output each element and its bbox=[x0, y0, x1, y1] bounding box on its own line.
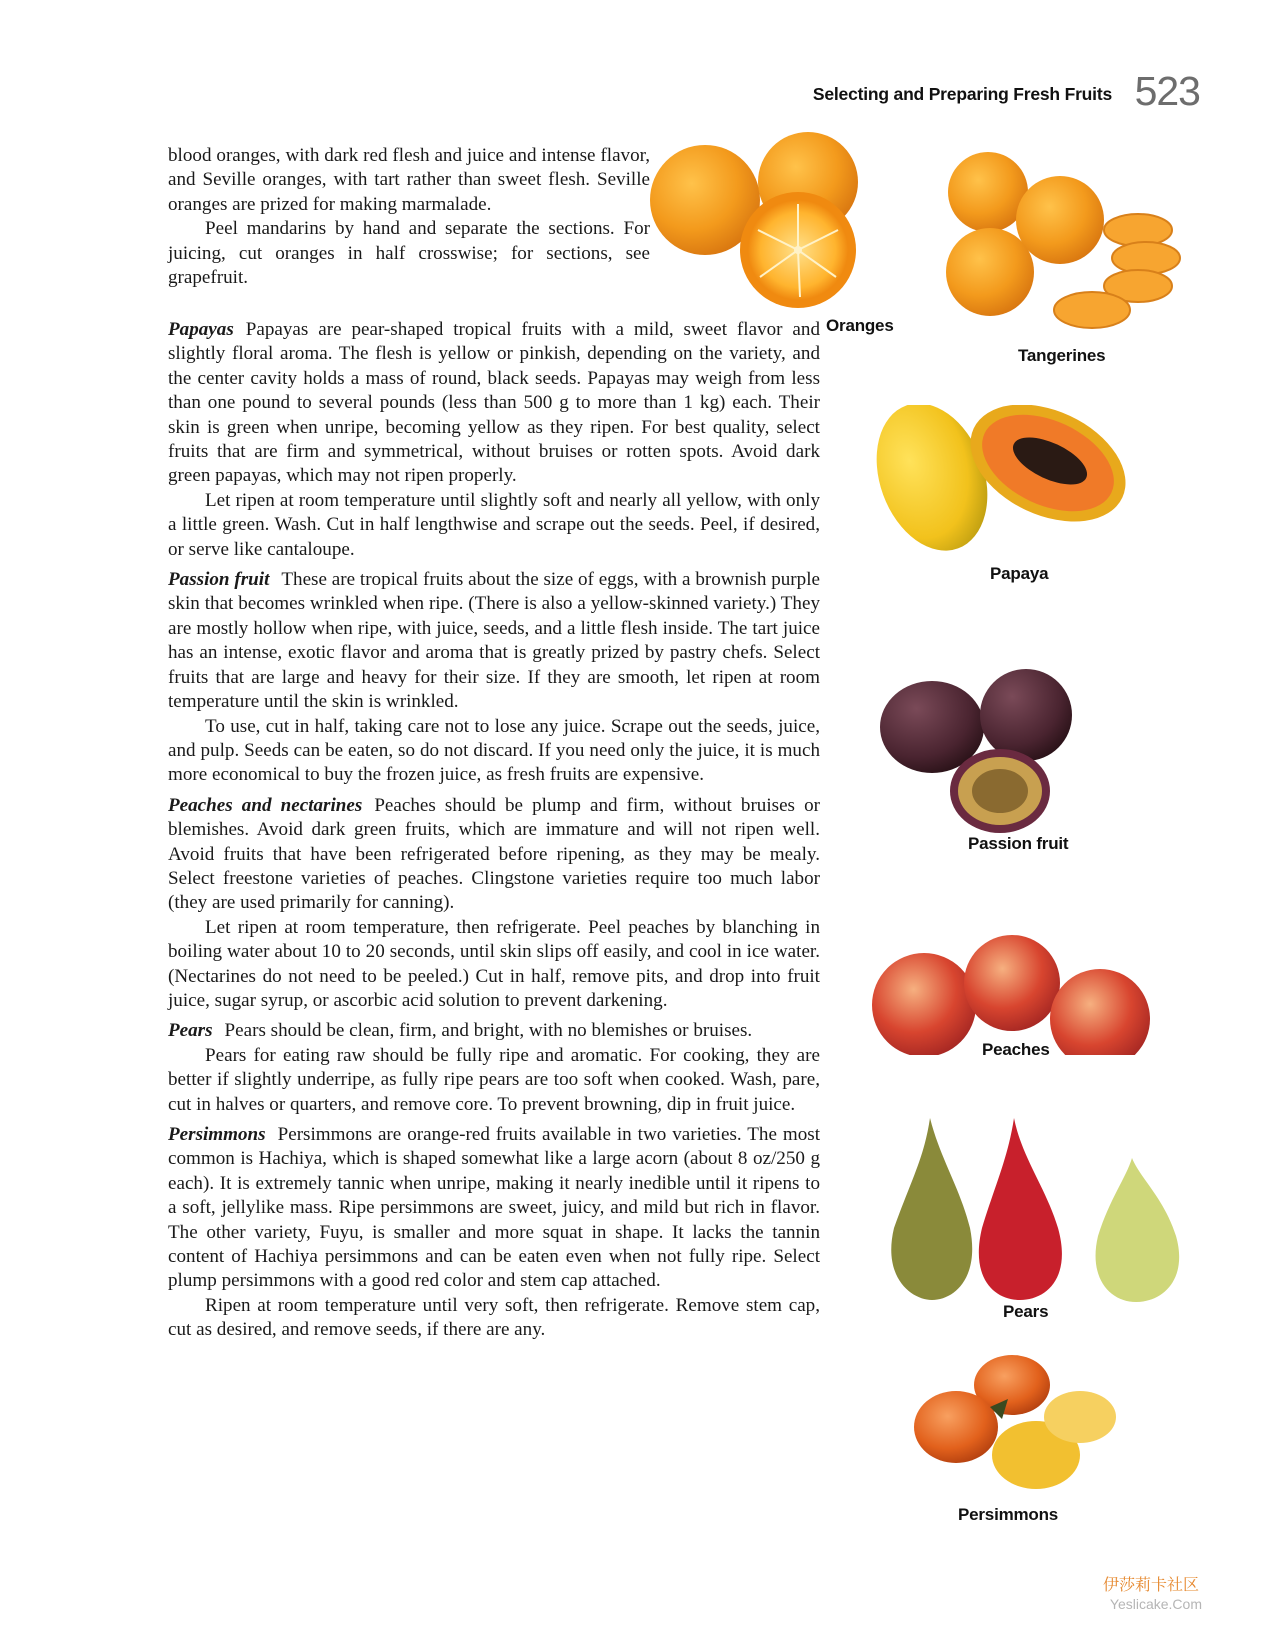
passion-fruit-image bbox=[880, 665, 1090, 835]
pears-paragraph-2: Pears for eating raw should be fully ripe and aromatic. For cooking, they are better if slightly underripe, as fully ripe pears are too soft when cooked. Wash, pare, cut in halves or quarters, and remove core. To prevent browning, dip in fruit juice. bbox=[168, 1044, 820, 1115]
passion-paragraph-2: To use, cut in half, taking care not to lose any juice. Scrape out the seeds, juice, and pulp. Seeds can be eaten, so do not discard. If you need only the juice, it is much more economical to buy the frozen juice, as fresh fruits are expensive. bbox=[168, 715, 820, 786]
watermark-url: Yeslicake.Com bbox=[1109, 1596, 1202, 1612]
passion-heading: Passion fruit bbox=[168, 569, 270, 591]
persimmons-paragraph-2: Ripen at room temperature until very soft, then refrigerate. Remove stem cap, cut as desired, and remove seeds, if there are any. bbox=[168, 1294, 820, 1341]
pears-paragraph bbox=[168, 1019, 820, 1043]
caption-persimmons: Persimmons bbox=[958, 1505, 1059, 1524]
intro-text bbox=[168, 144, 650, 290]
caption-pears: Pears bbox=[1003, 1302, 1049, 1321]
peaches-image bbox=[872, 935, 1172, 1055]
persimmons-image bbox=[912, 1355, 1132, 1495]
papayas-paragraph bbox=[168, 318, 820, 489]
running-header bbox=[700, 68, 1200, 118]
persimmons-text: Persimmons are orange-red fruits available in two varieties. The most common is Hachiya, which is shaped somewhat like a large acorn (about 8 oz/250 g each). It is extremely tannic when unripe, making it nearly inedible until it ripens to a soft, jellylike mass. Ripe persimmons are sweet, juicy, and mild but rich in flavor. The other variety, Fuyu, is smaller and more squat in shape. It lacks the tannin content of Hachiya persimmons and can be eaten even when not fully ripe. Select plump persimmons with a good red color and stem cap attached. bbox=[168, 1124, 820, 1292]
peaches-paragraph bbox=[168, 794, 820, 916]
papaya-image bbox=[870, 405, 1140, 565]
caption-peaches: Peaches bbox=[982, 1040, 1050, 1059]
passion-text: These are tropical fruits about the size of eggs, with a brownish purple skin that becomes wrinkled when ripe. (There is also a yellow-skinned variety.) They are mostly hollow when ripe, with juice, seeds, and a little flesh inside. The tart juice has an intense, exotic flavor and aroma that is greatly prized by pastry chefs. Select fruits that are large and heavy for their size. If they are smooth, let ripen at room temperature until the skin is wrinkled. bbox=[168, 569, 820, 713]
persimmons-paragraph bbox=[168, 1123, 820, 1294]
pears-heading: Pears bbox=[168, 1020, 213, 1042]
pears-text: Pears should be clean, firm, and bright, with no blemishes or bruises. bbox=[224, 1020, 753, 1042]
caption-oranges: Oranges bbox=[826, 316, 894, 335]
intro-paragraph: blood oranges, with dark red flesh and juice and intense flavor, and Seville oranges, with tart rather than sweet flesh. Seville oranges are prized for making marmalade. bbox=[168, 145, 650, 215]
oranges-image bbox=[650, 132, 870, 312]
peaches-heading: Peaches and nectarines bbox=[168, 794, 363, 816]
papayas-text: Papayas are pear-shaped tropical fruits with a mild, sweet flavor and slightly floral aroma. The flesh is yellow or pinkish, depending on the variety, and the center cavity holds a mass of round, black seeds. Papayas may weigh from less than one pound to several pounds (less than 500 g to more than 1 kg) each. Their skin is green when unripe, becoming yellow as they ripen. For best quality, select fruits that are firm and symmetrical, without bruises or rotten spots. Avoid dark green papayas, which may not ripen properly. bbox=[168, 319, 820, 487]
peaches-paragraph-2: Let ripen at room temperature, then refrigerate. Peel peaches by blanching in boiling water about 10 to 20 seconds, until skin slips off easily, and cool in ice water. (Nectarines do not need to be peeled.) Cut in half, remove pits, and drop into fruit juice, sugar syrup, or ascorbic acid solution to prevent darkening. bbox=[168, 916, 820, 1011]
persimmons-heading: Persimmons bbox=[168, 1124, 266, 1145]
caption-papaya: Papaya bbox=[990, 564, 1049, 583]
page-number: 523 bbox=[1134, 68, 1200, 114]
papayas-paragraph-2: Let ripen at room temperature until slightly soft and nearly all yellow, with only a little green. Wash. Cut in half lengthwise and scrape out the seeds. Peel, if desired, or serve like cantaloupe. bbox=[168, 489, 820, 560]
body-text bbox=[168, 318, 820, 1343]
peaches-text: Peaches should be plump and firm, without bruises or blemishes. Avoid dark green fruits, which are immature and will not ripen well. Avoid fruits that have been refrigerated before ripening, as they may be mealy. Select freestone varieties of peaches. Clingstone varieties require too much labor (they are used primarily for canning). bbox=[168, 794, 821, 914]
papayas-heading: Papayas bbox=[168, 319, 234, 340]
intro-paragraph: Peel mandarins by hand and separate the sections. For juicing, cut oranges in half crosswise; for sections, see grapefruit. bbox=[168, 218, 650, 289]
pears-image bbox=[882, 1118, 1192, 1302]
header-title: Selecting and Preparing Fresh Fruits bbox=[812, 84, 1112, 104]
watermark-chinese: 伊莎莉卡社区 bbox=[1102, 1575, 1199, 1594]
passion-paragraph bbox=[168, 568, 820, 714]
tangerines-image bbox=[940, 150, 1200, 340]
caption-tangerines: Tangerines bbox=[1018, 346, 1106, 365]
caption-passion-fruit: Passion fruit bbox=[968, 834, 1069, 853]
